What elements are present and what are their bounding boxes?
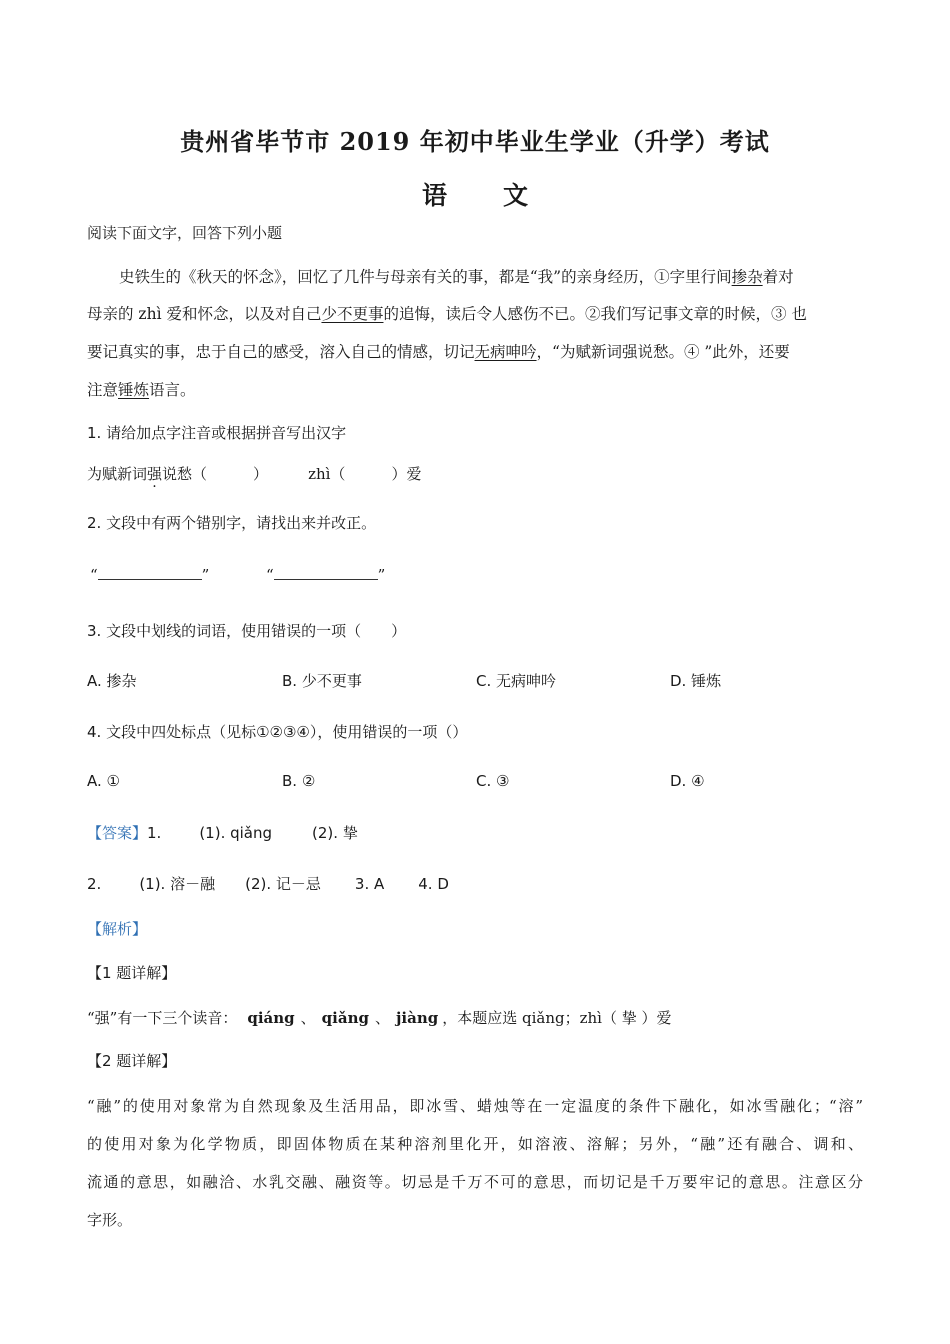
question-4: 4. 文段中四处标点（见标①②③④），使用错误的一项（） [87,723,468,741]
q3-option-c[interactable]: C. 无病呻吟 [476,672,557,690]
passage-line-1: 史铁生的《秋天的怀念》，回忆了几件与母亲有关的事，都是“我”的亲身经历，①字里行间掺杂着对 [119,268,794,286]
question-3: 3. 文段中划线的词语，使用错误的一项（ ） [87,622,407,640]
reading-instruction: 阅读下面文字，回答下列小题 [87,224,283,242]
q3-option-b[interactable]: B. 少不更事 [282,672,362,690]
question-2: 2. 文段中有两个错别字，请找出来并改正。 [87,514,377,532]
underlined-word-canza: 掺杂 [731,268,763,286]
answer-line-1: 【答案】1. (1). qiǎng (2). 挚 [87,824,358,842]
detail-2-line-3: 流通的意思，如融洽、水乳交融、融资等。切忌是千万不可的意思，而切记是千万要牢记的意思。注意区分 [87,1173,863,1191]
detail-1-text: “强”有一下三个读音： qiáng 、 qiǎng 、 jiàng ，本题应选 qiǎng；zhì（ 挚 ）爱 [87,1009,672,1027]
answer-label: 【答案】 [87,824,148,842]
q3-option-d[interactable]: D. 锤炼 [670,672,722,690]
answer-line-2: 2. (1). 溶－融 (2). 记－忌 3. A 4. D [87,875,449,893]
underlined-word-shaobugengshi: 少不更事 [321,305,384,323]
passage-line-2: 母亲的 zhì 爱和怀念，以及对自己少不更事的追悔，读后令人感伤不已。②我们写记事文章的时候，③ 也 [87,305,807,323]
subject-title: 语 文 [421,181,529,210]
question-1: 1. 请给加点字注音或根据拼音写出汉字 [87,424,347,442]
q4-option-d[interactable]: D. ④ [670,772,705,790]
answer-blank-2[interactable]: “ ” [266,566,386,584]
q3-option-a[interactable]: A. 掺杂 [87,672,137,690]
q4-option-c[interactable]: C. ③ [476,772,510,790]
dotted-char: 强 [147,465,163,483]
question-1-items: 为赋新词强说愁（ ） zhì（ ）爱 [87,465,422,483]
underlined-word-wubingshenyin: 无病呻吟 [474,343,537,361]
q4-option-a[interactable]: A. ① [87,772,120,790]
passage-line-4: 注意锤炼语言。 [87,381,196,399]
detail-1-title: 【1 题详解】 [87,964,177,982]
detail-2-line-4: 字形。 [87,1211,133,1229]
exam-title: 贵州省毕节市 2019 年初中毕业生学业（升学）考试 [180,127,770,156]
passage-line-3: 要记真实的事，忠于自己的感受，溶入自己的情感，切记无病呻吟，“为赋新词强说愁。④ ”此外，还要 [87,343,790,361]
analysis-label: 【解析】 [87,920,148,938]
answer-blank-1[interactable]: “ ” [90,566,210,584]
detail-2-line-2: 的使用对象为化学物质，即固体物质在某种溶剂里化开，如溶液、溶解；另外，“融”还有融合、调和、 [87,1135,863,1153]
detail-2-title: 【2 题详解】 [87,1052,177,1070]
underlined-word-chuilian: 锤炼 [118,381,150,399]
detail-2-line-1: “融”的使用对象常为自然现象及生活用品，即冰雪、蜡烛等在一定温度的条件下融化，如冰雪融化；“溶” [87,1097,863,1115]
q4-option-b[interactable]: B. ② [282,772,316,790]
